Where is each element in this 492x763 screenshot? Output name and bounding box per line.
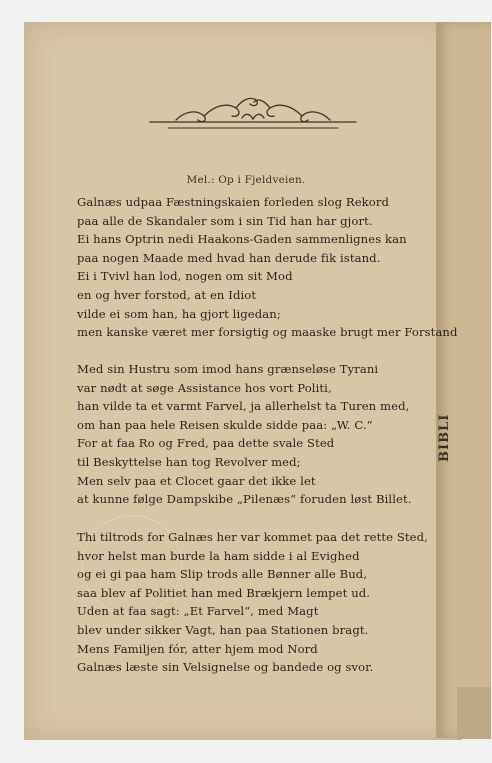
verse-line: blev under sikker Vagt, han paa Stationen bragt. <box>77 622 369 637</box>
verse-line: men kanske været mer forsigtig og maaske brugt mer Forstand <box>77 325 458 340</box>
verse-line: paa alle de Skandaler som i sin Tid han har gjort. <box>77 213 373 228</box>
verse-line: at kunne følge Dampskibe „Pilenæs“ foruden løst Billet. <box>77 492 412 507</box>
verse-line: Men selv paa et Clocet gaar det ikke let <box>77 473 316 488</box>
verse-line: Med sin Hustru som imod hans grænseløse Tyrani <box>77 362 379 376</box>
page-tab <box>457 687 491 739</box>
melody-line: Mel.: Op i Fjeldveien. <box>186 174 306 186</box>
verse-line: hvor helst man burde la ham sidde i al Evighed <box>77 548 360 563</box>
edge-fragment-text: BIBLI <box>437 413 452 462</box>
ornament-flourish-icon <box>146 92 360 134</box>
verse-line: var nødt at søge Assistance hos vort Politi, <box>77 380 332 395</box>
stanza-1 <box>77 193 458 342</box>
verse-line: en og hver forstod, at en Idiot <box>77 287 257 302</box>
verse-line: paa nogen Maade med hvad han derude fik istand. <box>77 250 381 265</box>
verse-line: Thi tiltrods for Galnæs her var kommet paa det rette Sted, <box>77 530 428 544</box>
verse-line: vilde ei som han, ha gjort ligedan; <box>77 306 281 321</box>
verse-line: om han paa hele Reisen skulde sidde paa: „W. C.“ <box>77 417 373 432</box>
verse-line: saa blev af Politiet han med Brækjern lempet ud. <box>77 585 371 600</box>
verse-line: Galnæs læste sin Velsignelse og bandede og svor. <box>77 660 374 675</box>
verse-line: Uden at faa sagt: „Et Farvel“, med Magt <box>77 604 319 619</box>
verse-line: Ei hans Optrin nedi Haakons-Gaden sammenlignes kan <box>77 232 407 247</box>
verse-line: Ei i Tvivl han lod, nogen om sit Mod <box>77 269 293 284</box>
verse-line: og ei gi paa ham Slip trods alle Bønner alle Bud, <box>77 567 368 582</box>
verse-line: Galnæs udpaa Fæstningskaien forleden slog Rekord <box>77 195 390 209</box>
stanza-2 <box>77 360 447 509</box>
verse-line: For at faa Ro og Fred, paa dette svale Sted <box>77 436 335 451</box>
verse-line: Mens Familjen fór, atter hjem mod Nord <box>77 641 318 656</box>
verse-line: han vilde ta et varmt Farvel, ja allerhelst ta Turen med, <box>77 399 410 414</box>
verse-line: til Beskyttelse han tog Revolver med; <box>77 454 301 469</box>
stanza-3 <box>77 528 447 677</box>
